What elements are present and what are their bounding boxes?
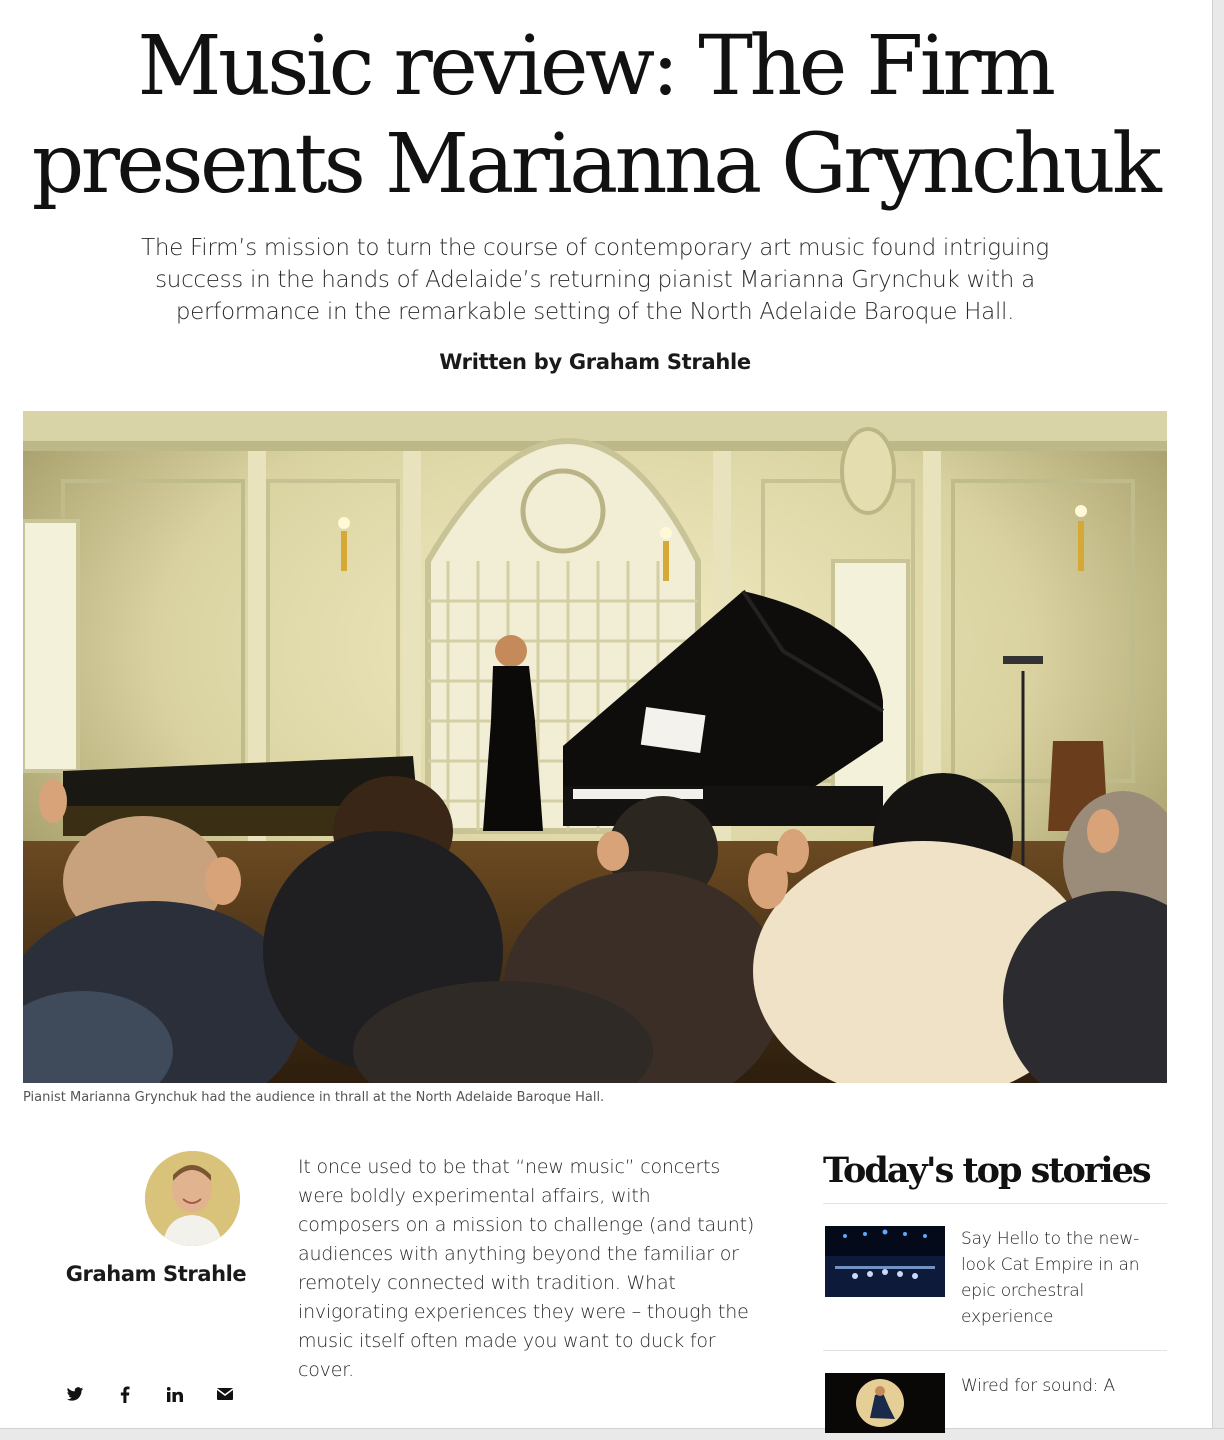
story-item[interactable] bbox=[823, 1204, 1167, 1351]
wired-for-sound-photo bbox=[825, 1373, 945, 1433]
article-body-paragraph: It once used to be that “new music” concerts were boldly experimental affairs, with composers on a mission to challenge (and taunt) audiences with anything beyond the familiar or remotely connected with tradition. What invigorating experiences they were – though the music itself often made you want to duck for cover. bbox=[298, 1156, 755, 1381]
cat-empire-orchestra-photo bbox=[825, 1226, 945, 1297]
author-avatar[interactable] bbox=[145, 1151, 240, 1246]
story-thumbnail[interactable] bbox=[825, 1226, 945, 1297]
concert-hall-photo bbox=[23, 411, 1167, 1083]
twitter-icon[interactable] bbox=[50, 1380, 100, 1408]
story-title[interactable]: Say Hello to the new-look Cat Empire in an epic orchestral experience bbox=[961, 1229, 1140, 1327]
hero-image bbox=[23, 411, 1167, 1083]
hero-caption: Pianist Marianna Grynchuk had the audience in thrall at the North Adelaide Baroque Hall. bbox=[23, 1090, 605, 1105]
share-bar bbox=[50, 1380, 250, 1408]
author-photo bbox=[145, 1151, 240, 1246]
linkedin-icon[interactable] bbox=[150, 1380, 200, 1408]
story-title[interactable]: Wired for sound: A bbox=[961, 1376, 1115, 1396]
window-edge-right bbox=[1212, 0, 1224, 1440]
story-item[interactable] bbox=[823, 1351, 1167, 1440]
author-name[interactable]: Graham Strahle bbox=[65, 1262, 247, 1286]
facebook-icon[interactable] bbox=[100, 1380, 150, 1408]
top-stories-heading: Today's top stories bbox=[823, 1150, 1167, 1204]
email-icon[interactable] bbox=[200, 1380, 250, 1408]
story-thumbnail[interactable] bbox=[825, 1373, 945, 1433]
article-standfirst: The Firm’s mission to turn the course of contemporary art music found intriguing success in the hands of Adelaide’s returning pianist Marianna Grynchuk with a performance in the remarkable setting of the North Adelaide Baroque Hall. bbox=[141, 235, 1049, 325]
article-headline: Music review: The Firm presents Marianna Grynchuk bbox=[31, 19, 1159, 212]
top-stories-sidebar bbox=[823, 1150, 1167, 1440]
article-byline: Written by Graham Strahle bbox=[439, 350, 751, 374]
